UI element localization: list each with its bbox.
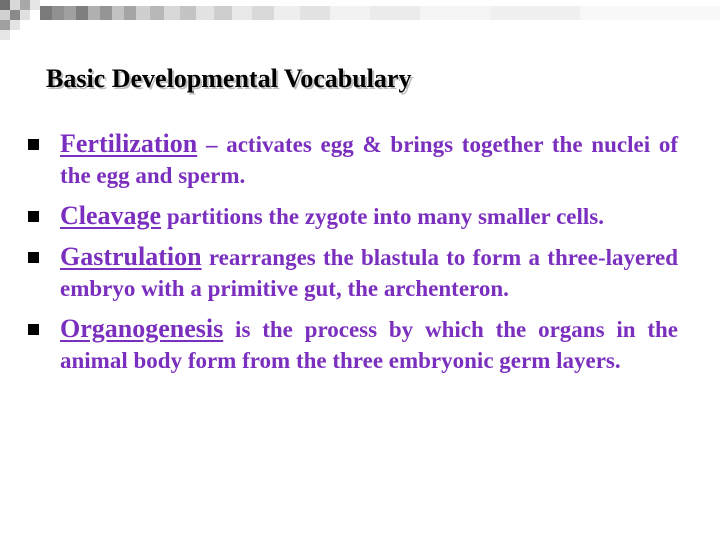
- definition-fertilization: – activates egg & brings together the nuclei of the egg and sperm.: [60, 132, 678, 188]
- square-bullet-icon: [28, 139, 39, 150]
- slide-title: Basic Developmental Vocabulary: [46, 64, 412, 93]
- definition-cleavage: partitions the zygote into many smaller cells.: [161, 204, 605, 229]
- term-cleavage: Cleavage: [60, 201, 162, 230]
- square-bullet-icon: [28, 211, 39, 222]
- term-fertilization: Fertilization: [60, 129, 198, 158]
- term-gastrulation: Gastrulation: [60, 242, 202, 271]
- definition-gastrulation: rearranges the blastula to form a three-layered embryo with a primitive gut, the archenteron.: [60, 245, 678, 301]
- term-organogenesis: Organogenesis: [60, 314, 224, 343]
- bullet-cleavage: [28, 200, 678, 232]
- bullet-organogenesis: [28, 313, 678, 376]
- decorative-header-bar: [0, 0, 720, 40]
- definition-organogenesis: is the process by which the organs in the animal body form from the three embryonic germ layers.: [60, 317, 678, 373]
- bullet-gastrulation: [28, 241, 678, 304]
- bullet-list: [28, 128, 678, 385]
- bullet-fertilization: [28, 128, 678, 191]
- square-bullet-icon: [28, 324, 39, 335]
- square-bullet-icon: [28, 252, 39, 263]
